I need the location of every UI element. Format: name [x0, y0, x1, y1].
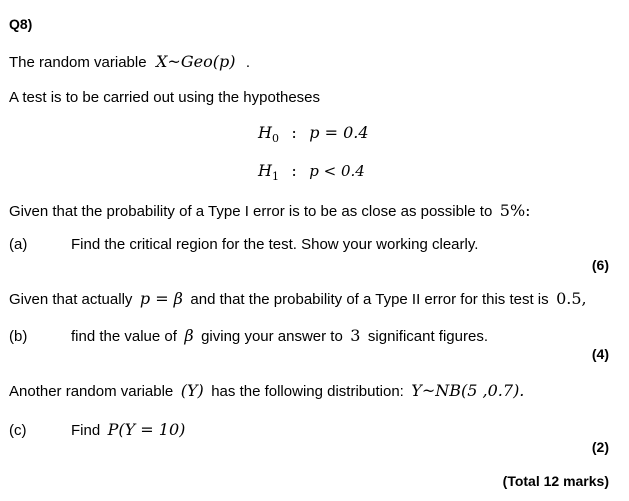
part-b-math: β — [184, 326, 194, 345]
total-marks: (Total 12 marks) — [502, 473, 609, 489]
hypotheses-intro: A test is to be carried out using the hypotheses — [9, 89, 321, 106]
type2-math: p = β — [139, 289, 183, 308]
type2-mid: and that the probability of a Type II error for this test is — [190, 291, 549, 308]
part-b-post: significant figures. — [367, 328, 488, 345]
part-c-math: P(Y = 10) — [107, 420, 186, 439]
h1-sub: 1 — [271, 170, 279, 184]
dist-mid: has the following distribution: — [211, 383, 404, 400]
h1-expr: p < 0.4 — [309, 162, 365, 180]
intro-text: The random variable — [9, 54, 147, 71]
type1-value: 5%: — [499, 201, 531, 220]
type1-line — [9, 201, 531, 221]
part-b-marks: (4) — [591, 346, 609, 362]
null-hypothesis — [258, 123, 369, 145]
part-a-marks: (6) — [591, 257, 609, 273]
intro-trail: . — [245, 54, 251, 71]
part-b-pre: find the value of — [71, 328, 177, 345]
h0-label: H — [258, 123, 272, 142]
intro-line — [9, 52, 250, 72]
dist-var: (Y) — [180, 381, 204, 400]
question-label: Q8) — [9, 16, 33, 32]
type2-pre: Given that actually — [9, 291, 133, 308]
part-b-line — [71, 326, 488, 346]
part-c-marks: (2) — [591, 439, 609, 455]
h1-colon: : — [291, 161, 297, 180]
alternative-hypothesis — [258, 161, 365, 183]
part-a-label: (a) — [9, 236, 28, 253]
h1-label: H — [258, 161, 272, 180]
part-b-num: 3 — [350, 326, 361, 345]
h0-colon: : — [291, 123, 297, 142]
part-c-line — [71, 420, 185, 440]
dist-math: Y~NB(5 ,0.7). — [411, 381, 525, 400]
part-a-text: Find the critical region for the test. Show your working clearly. — [71, 236, 479, 253]
part-c-label: (c) — [9, 422, 27, 439]
intro-math: X~Geo(p) — [156, 52, 236, 71]
distribution-line — [9, 381, 524, 401]
type2-line — [9, 289, 587, 309]
part-b-label: (b) — [9, 328, 28, 345]
dist-pre: Another random variable — [9, 383, 174, 400]
type2-value: 0.5, — [556, 289, 587, 308]
part-c-text: Find — [71, 422, 101, 439]
h0-sub: 0 — [271, 132, 279, 146]
part-b-mid: giving your answer to — [201, 328, 343, 345]
type1-text: Given that the probability of a Type I error is to be as close as possible to — [9, 203, 493, 220]
h0-expr: p = 0.4 — [309, 123, 369, 142]
